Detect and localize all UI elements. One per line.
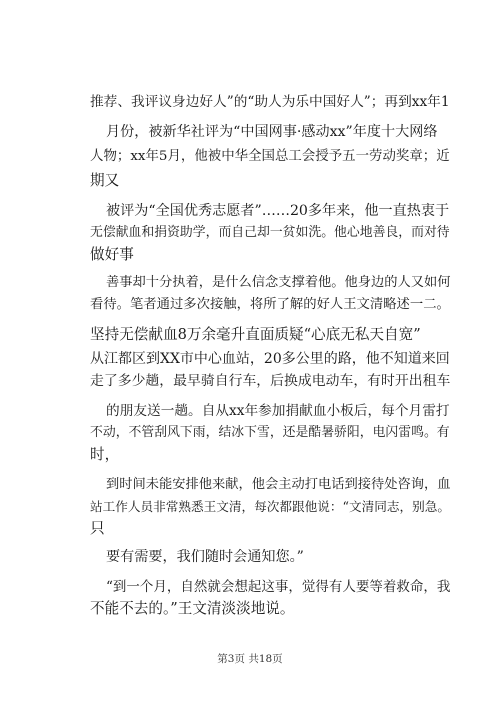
page-footer: 第3页 共18页 <box>217 653 283 665</box>
section-heading: 坚持无偿献血8万余毫升直面质疑“心底无私天自宽” <box>90 326 421 343</box>
text-line: 到时间未能安排他来献，他会主动打电话到接待处咨询，血 <box>106 477 451 492</box>
text-line: 时， <box>90 446 120 463</box>
text-line: 推荐、我评议身边好人”的“助人为乐中国好人”；再到xx年1 <box>90 94 450 110</box>
text-line: 只 <box>90 520 105 537</box>
text-line: 无偿献血和捐资助学，而自己却一贫如洗。他心地善良，而对待 <box>90 225 450 240</box>
text-line: 人物；xx年5月，他被中华全国总工会授予五一劳动奖章；近 <box>90 149 450 164</box>
text-line: 善事却十分执着，是什么信念支撑着他。他身边的人又如何 <box>106 275 451 290</box>
text-line: 的朋友送一趟。自从xx年参加捐献血小板后，每个月雷打 <box>106 403 450 419</box>
text-line: 从江都区到XX市中心血站，20多公里的路，他不知道来回 <box>90 351 450 367</box>
text-line: 不能不去的。”王文清淡淡地说。 <box>90 600 295 617</box>
text-line: 走了多少趟，最早骑自行车，后换成电动车，有时开出租车 <box>90 373 451 389</box>
text-line: 期又 <box>90 172 120 189</box>
text-line: 看待。笔者通过多次接触，将所了解的好人王文清略述一二。 <box>90 297 450 312</box>
text-line: 不动，不管刮风下雨，结冰下雪，还是酷暑骄阳，电闪雷鸣。有 <box>90 425 450 440</box>
text-line: 被评为“全国优秀志愿者”……20多年来，他一直热衷于 <box>106 203 450 219</box>
text-line: 月份，被新华社评为“中国网事·感动xx”年度十大网络 <box>106 124 438 140</box>
text-line: 做好事 <box>90 246 134 263</box>
text-line: 要有需要，我们随时会通知您。” <box>106 549 304 565</box>
text-line: “到一个月，自然就会想起这事，觉得有人要等着救命，我 <box>106 579 451 595</box>
text-line: 站工作人员非常熟悉王文清，每次都跟他说：“文清同志，别急。 <box>90 499 450 514</box>
